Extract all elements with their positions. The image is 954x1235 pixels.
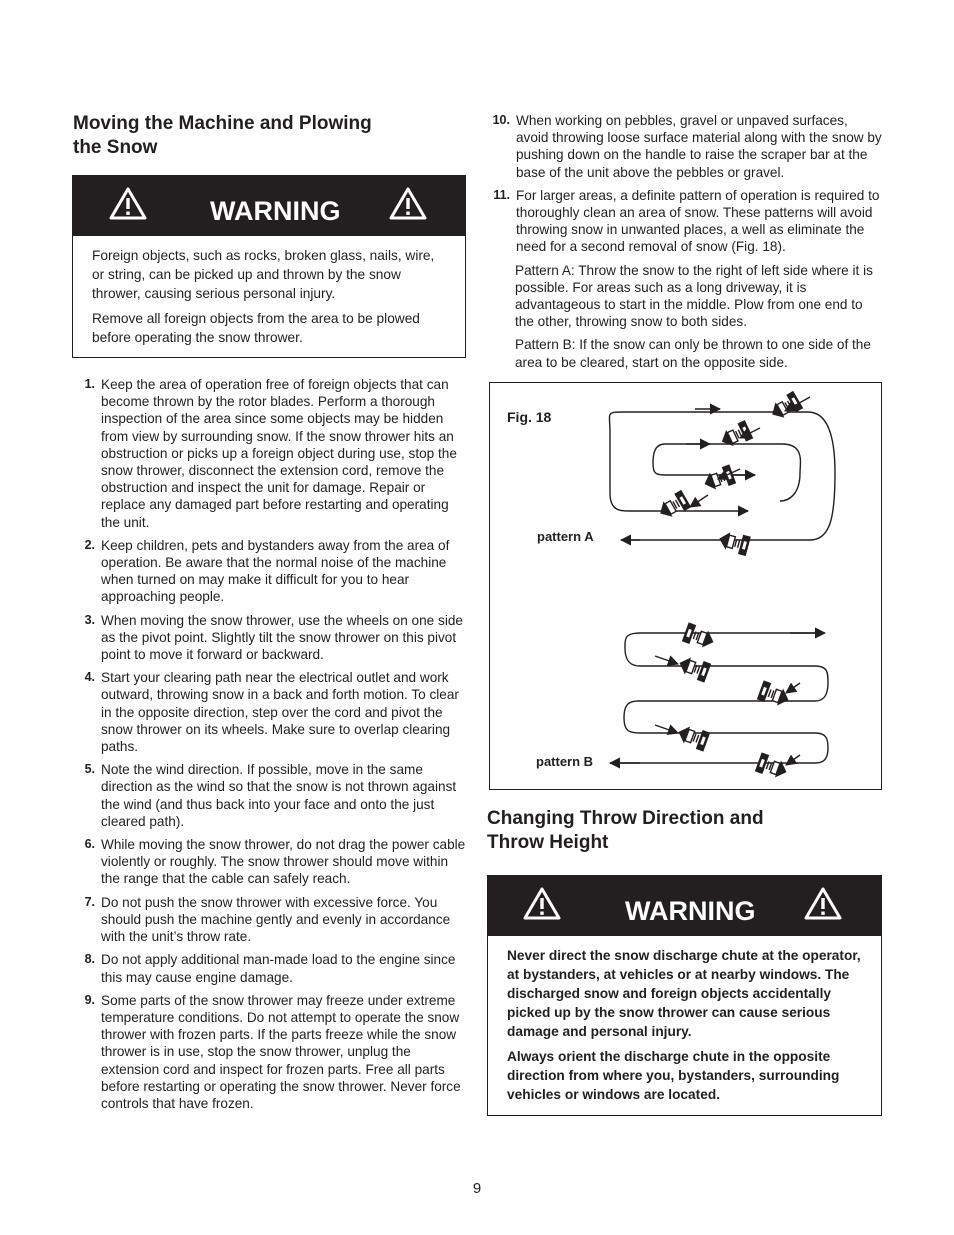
item-number: 1. xyxy=(84,377,95,391)
list-item xyxy=(73,376,466,531)
item-number: 3. xyxy=(84,612,95,627)
list-item xyxy=(73,992,466,1112)
item-text: When working on pebbles, gravel or unpaved surfaces, avoid throwing loose surface material along with the snow by pushing down on the handle to raise the scraper bar at the base of the unit above the pebbles or gravel. xyxy=(516,113,882,180)
item-text: Keep the area of operation free of foreign objects that can become thrown by the rotor blades. Perform a thorough inspection of the area since some objects may be hidden from view by surrounding snow. If the snow thrower hits an obstruction or picks up a foreign object during use, stop the snow thrower, disconnect the extension cord, remove the obstruction and inspect the unit for damage. Repair or replace any damaged part before restarting and operating the unit. xyxy=(101,377,457,530)
item-text: Keep children, pets and bystanders away from the area of operation. Be aware that the normal noise of the machine when turned on may make it difficult for you to hear approaching people. xyxy=(101,537,450,605)
item-text: While moving the snow thrower, do not drag the power cable violently or roughly. The snow thrower should move within the range that the cable can safely reach. xyxy=(101,837,466,887)
warning-title: WARNING xyxy=(210,196,341,226)
warning-paragraph: Foreign objects, such as rocks, broken glass, nails, wire, or string, can be picked up and thrown by the snow thrower, causing serious personal injury. xyxy=(92,248,435,301)
item-number: 4. xyxy=(84,670,95,685)
page-number: 9 xyxy=(472,1180,482,1197)
figure-18 xyxy=(489,382,882,790)
heading-line: Throw Height xyxy=(487,832,609,853)
list-item xyxy=(73,951,466,985)
warning-box-foreign-objects xyxy=(72,175,466,358)
item-number: 2. xyxy=(84,537,95,552)
warning-paragraph: Never direct the snow discharge chute at the operator, at bystanders, at vehicles or at nearby windows. The discharged snow and foreign objects accidentally picked up by the snow thrower can cause serious damage and personal injury. xyxy=(507,948,861,1039)
figure-label: Fig. 18 xyxy=(507,409,552,425)
list-item xyxy=(73,612,466,664)
item-text: Start your clearing path near the electrical outlet and work outward, throwing snow in a back and forth motion. To clear in the opposite direction, step over the cord and pivot the snow thrower on its wheels. Make sure to overlap clearing paths. xyxy=(101,670,459,755)
list-item xyxy=(73,836,466,888)
section-heading-throw-direction xyxy=(487,807,764,855)
item-number: 9. xyxy=(84,992,95,1007)
list-item xyxy=(73,894,466,946)
list-item xyxy=(73,537,466,606)
warning-triangle-icon xyxy=(389,186,427,220)
snow-pattern-diagram xyxy=(490,383,883,791)
item-number: 8. xyxy=(84,952,95,967)
heading-line: Changing Throw Direction and xyxy=(487,808,764,829)
warning-triangle-icon xyxy=(804,886,842,920)
pattern-b-throwers xyxy=(675,622,792,781)
list-item xyxy=(73,761,466,830)
list-item xyxy=(488,112,882,181)
heading-line: the Snow xyxy=(73,137,158,158)
pattern-a-description: Pattern A: Throw the snow to the right of left side where it is possible. For areas such as a long driveway, it is advantageous to start in the middle. Plow from one end to the other, throwing snow to both sides. xyxy=(515,262,873,330)
item-number: 11. xyxy=(493,187,510,202)
warning-triangle-icon xyxy=(523,886,561,920)
warning-body xyxy=(488,936,881,1116)
item-text: When moving the snow thrower, use the wheels on one side as the pivot point. Slightly tilt the snow thrower on this pivot point to move it forward or backward. xyxy=(101,612,463,663)
item-text: Note the wind direction. If possible, move in the same direction as the wind so that the snow is not thrown against the wind (and thus back into your face and onto the just cleared path). xyxy=(101,762,457,829)
pattern-b-paths xyxy=(610,633,828,763)
pattern-a-label: pattern A xyxy=(537,529,594,544)
heading-line: Moving the Machine and Plowing xyxy=(73,113,372,134)
item-text: For larger areas, a definite pattern of operation is required to thoroughly clean an area of snow. These patterns will avoid throwing snow in unwanted places, a well as eliminate the need for a second removal of snow (Fig. 18). xyxy=(516,187,880,255)
item-text: Do not apply additional man-made load to the engine since this may cause engine damage. xyxy=(101,952,456,985)
item-text: Some parts of the snow thrower may freeze under extreme temperature conditions. Do not attempt to operate the snow thrower with frozen parts. If the parts freeze while the snow thrower is in use, stop the snow thrower, unplug the extension cord and inspect for frozen parts. Free all parts before restarting or operating the snow thrower. Never force controls that have frozen. xyxy=(101,992,461,1111)
list-item xyxy=(488,187,882,256)
instruction-list-left xyxy=(73,376,466,1118)
instruction-list-right xyxy=(488,112,882,377)
item-number: 10. xyxy=(492,113,510,127)
warning-header xyxy=(73,176,465,236)
list-item xyxy=(73,669,466,755)
section-heading-moving xyxy=(73,112,372,160)
item-text: Do not push the snow thrower with excessive force. You should push the machine gently and evenly in accordance with the unit’s throw rate. xyxy=(101,894,451,945)
warning-paragraph: Remove all foreign objects from the area to be plowed before operating the snow thrower. xyxy=(92,311,420,345)
pattern-b-label: pattern B xyxy=(536,754,594,769)
warning-box-discharge-chute xyxy=(487,875,882,1116)
warning-body xyxy=(73,236,465,359)
item-number: 6. xyxy=(84,837,95,852)
item-number: 7. xyxy=(84,894,95,909)
warning-triangle-icon xyxy=(109,186,147,220)
pattern-b-arrows xyxy=(610,633,825,763)
warning-paragraph: Always orient the discharge chute in the opposite direction from where you, bystanders, surrounding vehicles or windows are located. xyxy=(507,1049,840,1102)
warning-title: WARNING xyxy=(625,896,756,926)
pattern-b-description: Pattern B: If the snow can only be thrown to one side of the area to be cleared, start on the opposite side. xyxy=(515,337,871,370)
warning-header xyxy=(488,876,881,936)
item-number: 5. xyxy=(84,762,95,777)
